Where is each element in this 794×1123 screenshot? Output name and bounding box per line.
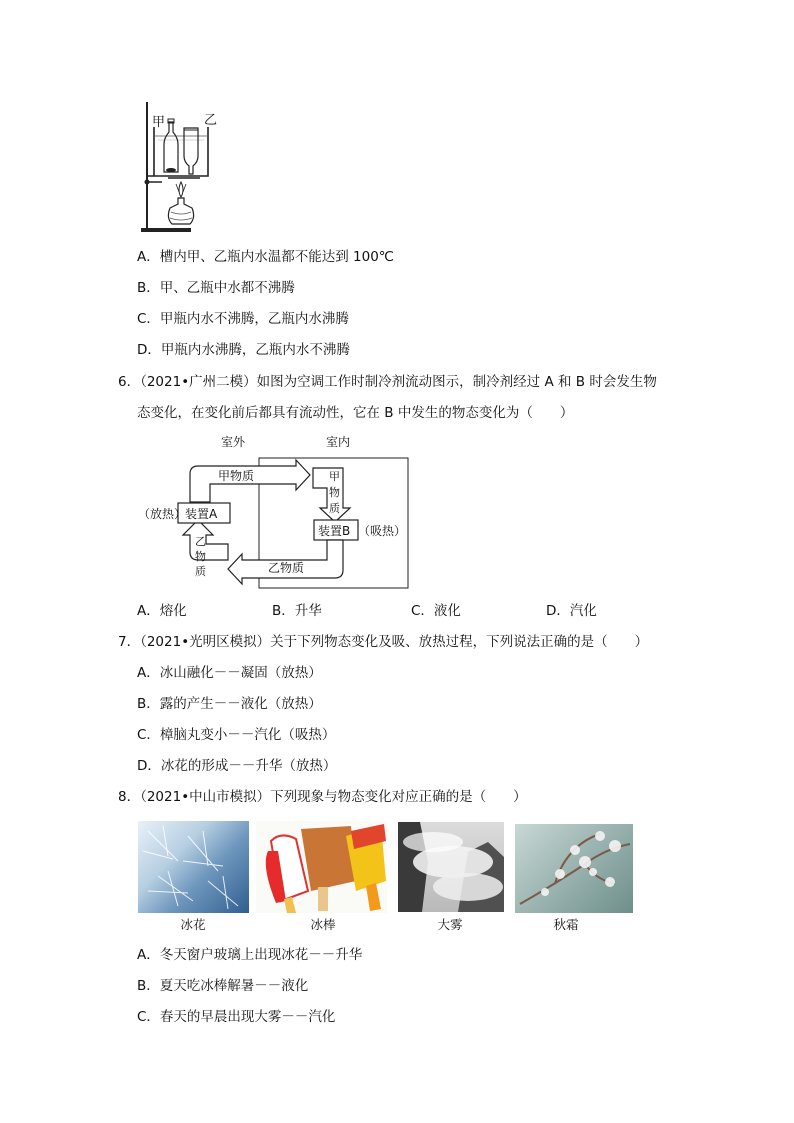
- caption-popsicle: 冰棒: [310, 917, 336, 932]
- label-jia-v3: 质: [329, 502, 340, 515]
- q8-option-c: C．春天的早晨出现大雾－－汽化: [137, 1009, 336, 1025]
- q7-option-c: C．樟脑丸变小－－汽化（吸热）: [137, 727, 336, 743]
- q6-stem-line2: 态变化，在变化前后都具有流动性，它在 B 中发生的物态变化为（ ）: [137, 405, 574, 421]
- q6-option-a: A．熔化: [137, 603, 187, 619]
- label-substance-yi: 乙物质: [268, 561, 305, 575]
- caption-ice-flower: 冰花: [180, 917, 206, 932]
- label-indoor: 室内: [326, 435, 351, 449]
- photo-fog: [398, 822, 504, 912]
- label-device-b: 装置B: [318, 524, 351, 538]
- q8-option-a: A．冬天窗户玻璃上出现冰花－－升华: [137, 947, 363, 963]
- label-jia: 甲: [152, 115, 166, 130]
- refrigerant-flow-diagram: [138, 430, 418, 595]
- q5-option-b: B．甲、乙瓶中水都不沸腾: [137, 280, 295, 296]
- label-yi-v1: 乙: [195, 535, 206, 548]
- boiling-apparatus-figure: [138, 100, 228, 235]
- q6-stem-line1: 6．（2021•广州二模）如图为空调工作时制冷剂流动图示，制冷剂经过 A 和 B 时会发生物: [118, 374, 657, 390]
- q7-option-d: D．冰花的形成－－升华（放热）: [137, 758, 337, 774]
- photo-popsicle: [256, 821, 387, 913]
- label-release-heat: （放热）: [138, 507, 187, 521]
- q7-option-b: B．露的产生－－液化（放热）: [137, 696, 322, 712]
- label-substance-jia: 甲物质: [218, 469, 255, 483]
- label-yi-v2: 物: [195, 550, 206, 563]
- q5-option-d: D．甲瓶内水沸腾，乙瓶内水不沸腾: [137, 342, 350, 358]
- label-jia-v1: 甲: [329, 470, 340, 483]
- photo-frost: [515, 824, 633, 913]
- q6-option-d: D．汽化: [546, 603, 597, 619]
- q8-option-b: B．夏天吃冰棒解暑－－液化: [137, 978, 309, 994]
- caption-frost: 秋霜: [553, 917, 579, 932]
- q5-option-a: A．槽内甲、乙瓶内水温都不能达到 100℃: [137, 249, 394, 265]
- q7-option-a: A．冰山融化－－凝固（放热）: [137, 665, 322, 681]
- q7-stem: 7．（2021•光明区模拟）关于下列物态变化及吸、放热过程，下列说法正确的是（ ）: [118, 634, 649, 650]
- q6-option-c: C．液化: [411, 603, 461, 619]
- photo-ice-flower: [138, 821, 249, 913]
- q8-stem: 8．（2021•中山市模拟）下列现象与物态变化对应正确的是（ ）: [118, 789, 527, 805]
- label-yi: 乙: [204, 113, 218, 128]
- caption-fog: 大雾: [437, 917, 463, 932]
- label-device-a: 装置A: [185, 507, 218, 521]
- label-outdoor: 室外: [221, 435, 246, 449]
- label-jia-v2: 物: [329, 486, 340, 499]
- label-absorb-heat: （吸热）: [358, 524, 407, 538]
- label-yi-v3: 质: [195, 565, 206, 578]
- q5-option-c: C．甲瓶内水不沸腾，乙瓶内水沸腾: [137, 311, 349, 327]
- q6-option-b: B．升华: [272, 603, 322, 619]
